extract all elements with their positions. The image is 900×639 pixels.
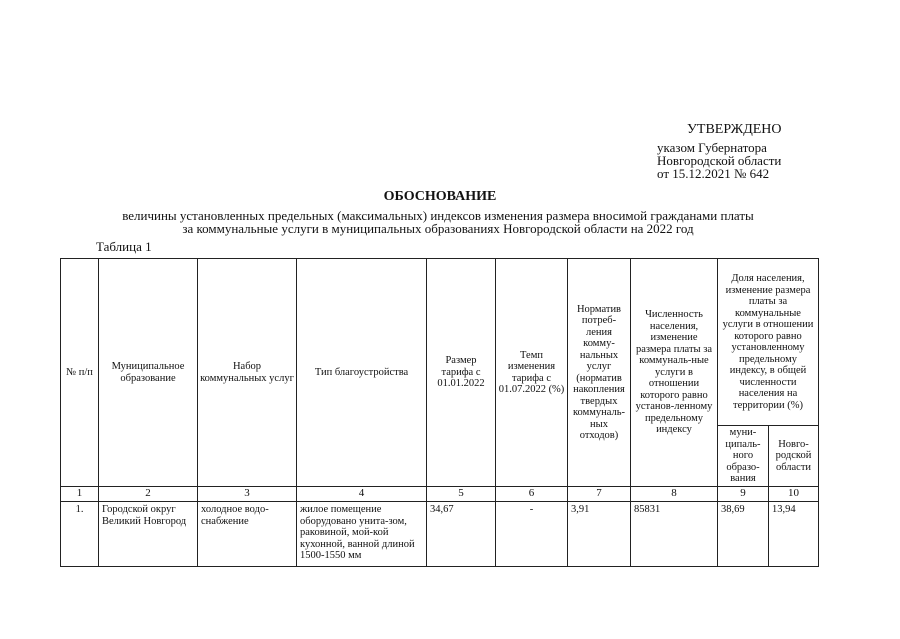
document-subtitle xyxy=(88,209,788,235)
subtitle-line-2: за коммунальные услуги в муниципальных образованиях Новгородской области на 2022 год xyxy=(182,221,694,236)
header-rate: Темп изменения тарифа с 01.07.2022 (%) xyxy=(496,259,568,487)
column-number: 2 xyxy=(99,487,198,502)
cell-norm: 3,91 xyxy=(568,502,631,567)
cell-improvement-type: жилое помещение оборудовано унита-зом, раковиной, мой-кой кухонной, ванной длиной 1500-1550 мм xyxy=(297,502,427,567)
header-norm: Норматив потреб-ления комму-нальных услуг (норматив накопления твердых коммуналь-ных отходов) xyxy=(568,259,631,487)
cell-population: 85831 xyxy=(631,502,718,567)
column-number: 6 xyxy=(496,487,568,502)
header-row xyxy=(61,259,819,426)
approval-title: УТВЕРЖДЕНО xyxy=(687,122,782,137)
column-number: 3 xyxy=(198,487,297,502)
header-num: № п/п xyxy=(61,259,99,487)
header-share: Доля населения, изменение размера платы за коммунальные услуги в отношении которого равно установленному предельному индексу, в общей численности населения на территории (%) xyxy=(718,259,819,426)
approval-line-3: от 15.12.2021 № 642 xyxy=(657,166,770,181)
header-share-region: Новго-родской области xyxy=(769,426,819,487)
subtitle-line-1: величины установленных предельных (максимальных) индексов изменения размера вносимой гражданами платы xyxy=(122,208,754,223)
column-number-row xyxy=(61,487,819,502)
column-number: 1 xyxy=(61,487,99,502)
column-number: 8 xyxy=(631,487,718,502)
cell-share-municipal: 38,69 xyxy=(718,502,769,567)
header-improvement-type: Тип благоустройства xyxy=(297,259,427,487)
column-number: 4 xyxy=(297,487,427,502)
justification-table xyxy=(60,258,819,567)
cell-tariff: 34,67 xyxy=(427,502,496,567)
table-row xyxy=(61,502,819,567)
cell-share-region: 13,94 xyxy=(769,502,819,567)
approval-line-1: указом Губернатора xyxy=(657,140,767,155)
column-number: 7 xyxy=(568,487,631,502)
column-number: 5 xyxy=(427,487,496,502)
cell-municipality: Городской округ Великий Новгород xyxy=(99,502,198,567)
approval-block xyxy=(657,141,781,180)
header-share-municipal: муни-ципаль-ного образо-вания xyxy=(718,426,769,487)
approval-line-2: Новгородской области xyxy=(657,153,782,168)
cell-services: холодное водо-снабжение xyxy=(198,502,297,567)
header-services: Набор коммунальных услуг xyxy=(198,259,297,487)
cell-num: 1. xyxy=(61,502,99,567)
table-label: Таблица 1 xyxy=(96,239,152,254)
column-number: 9 xyxy=(718,487,769,502)
header-population: Численность населения, изменение размера платы за коммуналь-ные услуги в отношении которого равно установ-ленному предельному индексу xyxy=(631,259,718,487)
cell-rate: - xyxy=(496,502,568,567)
header-tariff: Размер тарифа с 01.01.2022 xyxy=(427,259,496,487)
header-municipality: Муниципальное образование xyxy=(99,259,198,487)
column-number: 10 xyxy=(769,487,819,502)
document-title: ОБОСНОВАНИЕ xyxy=(383,189,497,204)
